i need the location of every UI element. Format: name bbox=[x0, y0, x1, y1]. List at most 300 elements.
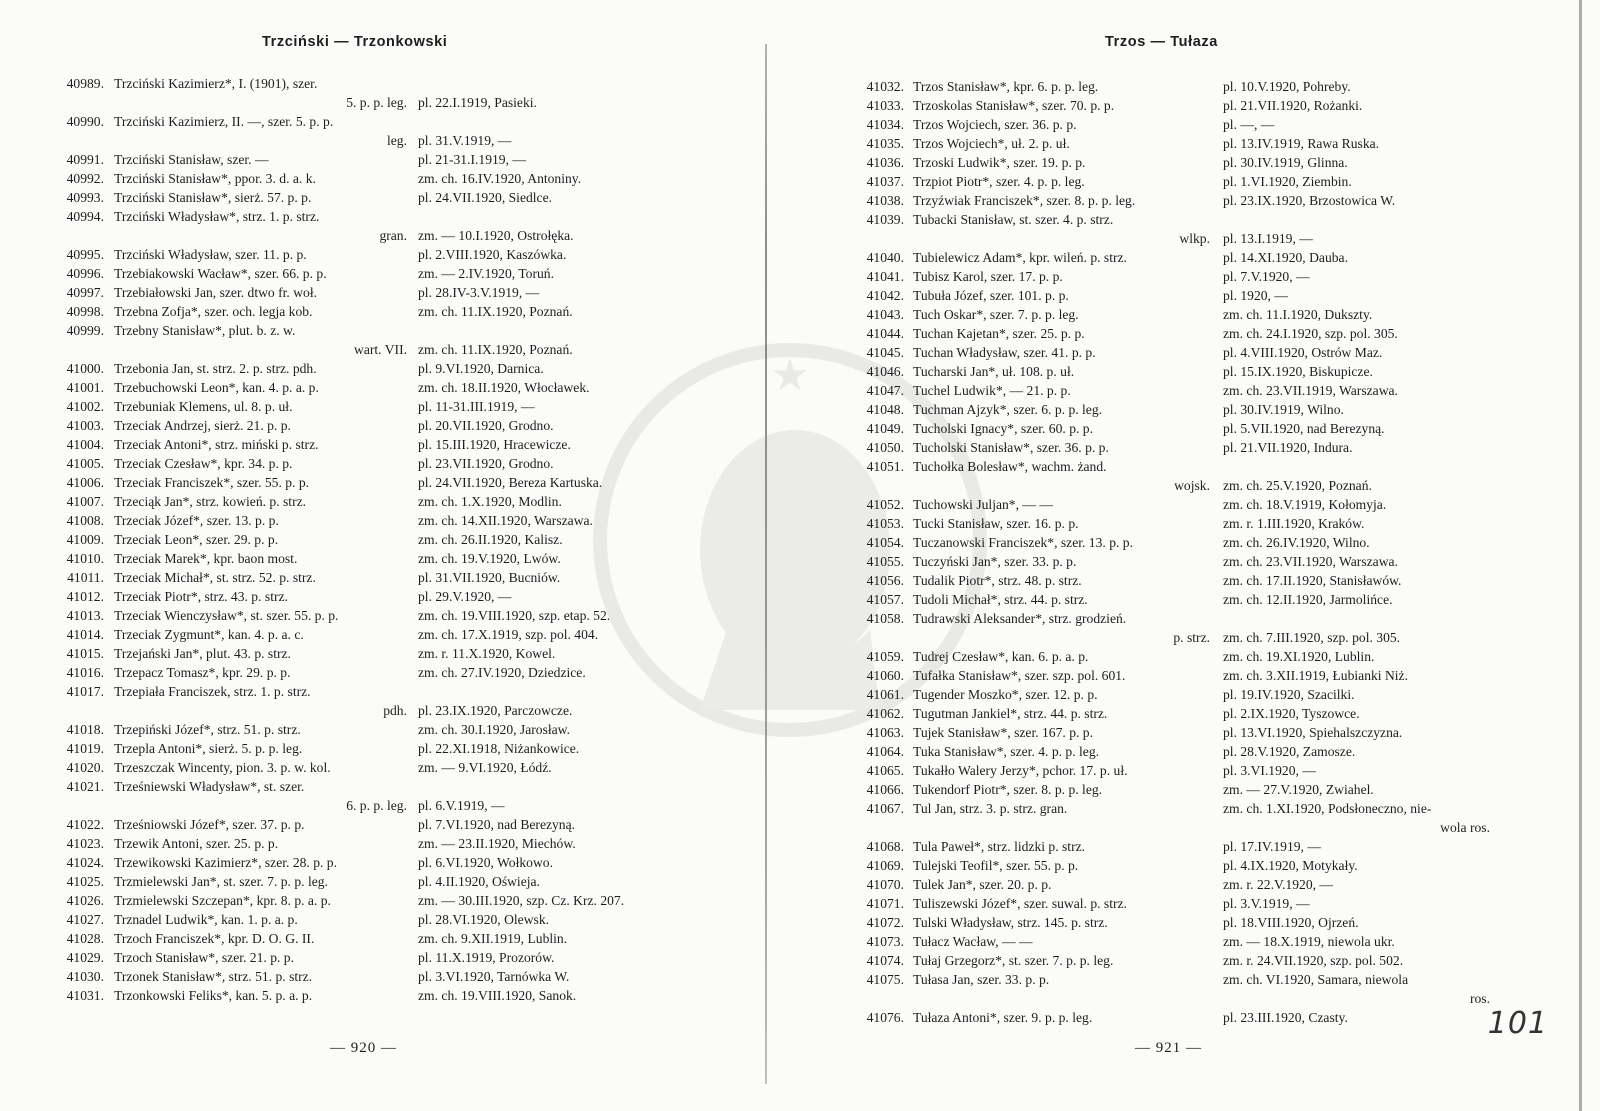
entry-number: 41030. bbox=[66, 969, 104, 984]
entry-text: Trzebuchowski Leon*, kan. 4. p. a. p. bbox=[114, 380, 319, 395]
entry-fate-continuation: zm. ch. 25.V.1920, Poznań. bbox=[1223, 478, 1372, 493]
list-entry bbox=[790, 799, 1600, 837]
list-entry bbox=[790, 723, 1600, 742]
entry-text: Trześniewski Władysław*, st. szer. bbox=[114, 779, 305, 794]
entry-number: 41024. bbox=[66, 855, 104, 870]
entry-fate-continuation: pl. 31.V.1919, — bbox=[418, 133, 512, 148]
entry-line bbox=[790, 96, 1600, 115]
entry-fate: zm. — 27.V.1920, Zwiahel. bbox=[1223, 782, 1374, 797]
entry-line bbox=[790, 210, 1600, 229]
list-entry bbox=[0, 530, 780, 549]
entry-fate: pl. 19.IV.1920, Szacilki. bbox=[1223, 687, 1355, 702]
list-entry bbox=[790, 666, 1600, 685]
list-entry bbox=[790, 742, 1600, 761]
entry-number: 41056. bbox=[866, 573, 904, 588]
entry-text: Tuczanowski Franciszek*, szer. 13. p. p. bbox=[913, 535, 1133, 550]
entry-fate: pl. 28.V.1920, Zamosze. bbox=[1223, 744, 1356, 759]
entry-number: 41045. bbox=[866, 345, 904, 360]
entry-fate: pl. 28.IV-3.V.1919, — bbox=[418, 285, 540, 300]
entry-number: 41050. bbox=[866, 440, 904, 455]
entry-text: Trzonkowski Feliks*, kan. 5. p. a. p. bbox=[114, 988, 313, 1003]
entry-fate: zm. ch. 3.XII.1919, Łubianki Niż. bbox=[1223, 668, 1408, 683]
entry-fate: zm. ch. VI.1920, Samara, niewola bbox=[1223, 972, 1409, 987]
entry-fate: zm. r. 1.III.1920, Kraków. bbox=[1223, 516, 1365, 531]
entry-number: 41060. bbox=[866, 668, 904, 683]
list-entry bbox=[0, 378, 780, 397]
entry-line bbox=[790, 457, 1600, 476]
list-entry bbox=[0, 397, 780, 416]
list-entry bbox=[0, 777, 780, 815]
entry-line bbox=[790, 552, 1600, 571]
list-entry bbox=[0, 74, 780, 112]
entry-line bbox=[0, 739, 780, 758]
entry-line bbox=[0, 815, 780, 834]
entry-number: 41065. bbox=[866, 763, 904, 778]
entry-fate: pl. 29.V.1920, — bbox=[418, 589, 512, 604]
list-entry bbox=[0, 188, 780, 207]
entry-line bbox=[790, 514, 1600, 533]
entry-fate: pl. 4.II.1920, Oświeja. bbox=[418, 874, 540, 889]
entry-line bbox=[790, 533, 1600, 552]
entry-line bbox=[0, 245, 780, 264]
entry-number: 41072. bbox=[866, 915, 904, 930]
list-entry bbox=[790, 115, 1600, 134]
entry-line bbox=[0, 169, 780, 188]
entry-text: Trzeciak Andrzej, sierż. 21. p. p. bbox=[114, 418, 291, 433]
entry-text-continuation: leg. bbox=[386, 133, 407, 148]
entry-line bbox=[0, 435, 780, 454]
entry-fate: pl. 6.VI.1920, Wołkowo. bbox=[418, 855, 553, 870]
entry-fate: zm. ch. 11.IX.1920, Poznań. bbox=[418, 304, 573, 319]
entry-fate-continuation: wola ros. bbox=[1440, 820, 1490, 835]
list-entry bbox=[0, 454, 780, 473]
entry-number: 40989. bbox=[66, 76, 104, 91]
entry-continuation-line bbox=[0, 131, 780, 150]
list-entry bbox=[0, 359, 780, 378]
entry-number: 40998. bbox=[66, 304, 104, 319]
list-entry bbox=[0, 587, 780, 606]
list-entry bbox=[790, 970, 1600, 1008]
entry-line bbox=[790, 666, 1600, 685]
entry-text: Trzmielewski Jan*, st. szer. 7. p. p. leg. bbox=[114, 874, 328, 889]
entry-fate: pl. 24.VII.1920, Siedlce. bbox=[418, 190, 553, 205]
entry-fate: zm. ch. 23.VII.1920, Warszawa. bbox=[1223, 554, 1398, 569]
entry-text: Trzonek Stanisław*, strz. 51. p. strz. bbox=[114, 969, 313, 984]
list-entry bbox=[790, 457, 1600, 495]
entry-text: Trzoskolas Stanisław*, szer. 70. p. p. bbox=[913, 98, 1115, 113]
entry-number: 40992. bbox=[66, 171, 104, 186]
entry-continuation-line bbox=[0, 796, 780, 815]
page-number: — 921 — bbox=[1135, 1040, 1202, 1056]
entry-number: 41003. bbox=[66, 418, 104, 433]
list-entry bbox=[790, 894, 1600, 913]
entry-fate-continuation: pl. 23.IX.1920, Parczowcze. bbox=[418, 703, 573, 718]
entry-line bbox=[0, 682, 780, 701]
entry-line bbox=[790, 837, 1600, 856]
entry-line bbox=[0, 264, 780, 283]
entry-number: 40990. bbox=[66, 114, 104, 129]
entry-text: Trzpiot Piotr*, szer. 4. p. p. leg. bbox=[913, 174, 1085, 189]
entry-number: 41068. bbox=[866, 839, 904, 854]
entry-fate: zm. — 30.III.1920, szp. Cz. Krz. 207. bbox=[418, 893, 625, 908]
entry-text: Trzepiński Józef*, strz. 51. p. strz. bbox=[114, 722, 301, 737]
entry-line bbox=[0, 758, 780, 777]
entry-fate: zm. ch. 27.IV.1920, Dziedzice. bbox=[418, 665, 586, 680]
entry-line bbox=[790, 77, 1600, 96]
entry-text: Tuchan Władysław, szer. 41. p. p. bbox=[913, 345, 1096, 360]
entry-fate-continuation: ros. bbox=[1469, 991, 1490, 1006]
entry-number: 41053. bbox=[866, 516, 904, 531]
entry-continuation-line bbox=[0, 226, 780, 245]
entry-text: Trzciński Kazimierz*, I. (1901), szer. bbox=[114, 76, 318, 91]
entry-fate: pl. 23.VII.1920, Grodno. bbox=[418, 456, 554, 471]
entry-text: Trzebny Stanisław*, plut. b. z. w. bbox=[114, 323, 296, 338]
list-entry bbox=[790, 590, 1600, 609]
entry-text: Tuchel Ludwik*, — 21. p. p. bbox=[913, 383, 1071, 398]
entry-fate: pl. 30.IV.1919, Wilno. bbox=[1223, 402, 1344, 417]
entry-line bbox=[0, 891, 780, 910]
entry-number: 41037. bbox=[866, 174, 904, 189]
entry-fate: pl. 18.VIII.1920, Ojrzeń. bbox=[1223, 915, 1359, 930]
entry-number: 41038. bbox=[866, 193, 904, 208]
entry-number: 41071. bbox=[866, 896, 904, 911]
entry-line bbox=[0, 530, 780, 549]
entry-line bbox=[790, 742, 1600, 761]
entry-continuation-line bbox=[790, 818, 1600, 837]
list-entry bbox=[790, 533, 1600, 552]
entry-fate: pl. 3.VI.1920, — bbox=[1223, 763, 1316, 778]
entry-line bbox=[0, 454, 780, 473]
entry-line bbox=[790, 894, 1600, 913]
entry-fate: zm. ch. 14.XII.1920, Warszawa. bbox=[418, 513, 593, 528]
svg-text:★: ★ bbox=[770, 350, 810, 401]
entry-text: Tudrawski Aleksander*, strz. grodzień. bbox=[913, 611, 1127, 626]
entry-fate: pl. 1.VI.1920, Ziembin. bbox=[1223, 174, 1352, 189]
entry-fate: pl. 13.IV.1919, Rawa Ruska. bbox=[1223, 136, 1380, 151]
list-entry bbox=[790, 343, 1600, 362]
entry-number: 41016. bbox=[66, 665, 104, 680]
entry-fate: pl. 21.VII.1920, Rożanki. bbox=[1223, 98, 1363, 113]
entry-fate: pl. 24.VII.1920, Bereza Kartuska. bbox=[418, 475, 603, 490]
entry-line bbox=[0, 625, 780, 644]
entry-fate: zm. — 23.II.1920, Miechów. bbox=[418, 836, 576, 851]
list-entry bbox=[0, 986, 780, 1005]
entry-text: Tuliszewski Józef*, szer. suwal. p. strz. bbox=[913, 896, 1127, 911]
entry-text: Tugutman Jankiel*, strz. 44. p. strz. bbox=[913, 706, 1108, 721]
entry-fate: zm. ch. 18.V.1919, Kołomyja. bbox=[1223, 497, 1387, 512]
entry-line bbox=[790, 875, 1600, 894]
list-entry bbox=[0, 891, 780, 910]
entry-number: 40999. bbox=[66, 323, 104, 338]
list-entry bbox=[0, 834, 780, 853]
list-entry bbox=[0, 416, 780, 435]
entry-fate: zm. ch. 1.XI.1920, Podsłoneczno, nie- bbox=[1223, 801, 1432, 816]
entry-line bbox=[0, 929, 780, 948]
entry-fate: zm. ch. 19.XI.1920, Lublin. bbox=[1223, 649, 1375, 664]
entry-line bbox=[790, 495, 1600, 514]
entry-line bbox=[790, 343, 1600, 362]
list-entry bbox=[0, 739, 780, 758]
entry-fate: pl. 7.V.1920, — bbox=[1223, 269, 1310, 284]
entry-fate: pl. 22.XI.1918, Niżankowice. bbox=[418, 741, 580, 756]
entry-text: Tulejski Teofil*, szer. 55. p. p. bbox=[913, 858, 1079, 873]
entry-text: Trzeciak Michał*, st. strz. 52. p. strz. bbox=[114, 570, 316, 585]
entry-line bbox=[790, 419, 1600, 438]
entry-text: Tubacki Stanisław, st. szer. 4. p. strz. bbox=[913, 212, 1114, 227]
entry-line bbox=[0, 777, 780, 796]
entry-number: 40991. bbox=[66, 152, 104, 167]
list-entry bbox=[0, 929, 780, 948]
list-entry bbox=[0, 150, 780, 169]
entry-number: 41075. bbox=[866, 972, 904, 987]
list-entry bbox=[0, 492, 780, 511]
entry-line bbox=[0, 834, 780, 853]
list-entry bbox=[790, 153, 1600, 172]
list-entry bbox=[0, 169, 780, 188]
entry-number: 41035. bbox=[866, 136, 904, 151]
entry-text: Trzos Wojciech, szer. 36. p. p. bbox=[913, 117, 1077, 132]
entry-fate-continuation: pl. 13.I.1919, — bbox=[1223, 231, 1313, 246]
list-entry bbox=[790, 1008, 1600, 1027]
entry-fate: pl. 4.VIII.1920, Ostrów Maz. bbox=[1223, 345, 1383, 360]
entry-text: Trzebiałowski Jan, szer. dtwo fr. woł. bbox=[114, 285, 318, 300]
entry-line bbox=[0, 872, 780, 891]
entry-fate: pl. 20.VII.1920, Grodno. bbox=[418, 418, 554, 433]
entry-number: 41028. bbox=[66, 931, 104, 946]
list-entry bbox=[790, 704, 1600, 723]
list-entry bbox=[0, 283, 780, 302]
right-page bbox=[790, 0, 1600, 1111]
list-entry bbox=[790, 856, 1600, 875]
entry-list bbox=[790, 77, 1600, 1027]
entry-line bbox=[790, 723, 1600, 742]
entry-text: Tukendorf Piotr*, szer. 8. p. p. leg. bbox=[913, 782, 1103, 797]
handwritten-note: 101 bbox=[1487, 1006, 1548, 1041]
entry-text: Trzeciak Antoni*, strz. miński p. strz. bbox=[114, 437, 319, 452]
entry-text: Tułacz Wacław, — — bbox=[913, 934, 1033, 949]
entry-text: Trzyźwiak Franciszek*, szer. 8. p. p. leg. bbox=[913, 193, 1136, 208]
entry-line bbox=[0, 492, 780, 511]
entry-text: Tucharski Jan*, uł. 108. p. uł. bbox=[913, 364, 1075, 379]
entry-fate: zm. ch. 19.VIII.1920, Sanok. bbox=[418, 988, 577, 1003]
list-entry bbox=[0, 948, 780, 967]
entry-text: Trzejański Jan*, plut. 43. p. strz. bbox=[114, 646, 291, 661]
entry-fate: zm. ch. 11.I.1920, Dukszty. bbox=[1223, 307, 1373, 322]
list-entry bbox=[0, 302, 780, 321]
entry-number: 41064. bbox=[866, 744, 904, 759]
entry-text: Tuchołka Bolesław*, wachm. żand. bbox=[913, 459, 1107, 474]
entry-number: 41029. bbox=[66, 950, 104, 965]
entry-fate: zm. ch. 19.VIII.1920, szp. etap. 52. bbox=[418, 608, 611, 623]
entry-fate: zm. ch. 19.V.1920, Lwów. bbox=[418, 551, 561, 566]
entry-fate: zm. ch. 26.IV.1920, Wilno. bbox=[1223, 535, 1370, 550]
entry-text: Tułasa Jan, szer. 33. p. p. bbox=[913, 972, 1050, 987]
list-entry bbox=[0, 511, 780, 530]
entry-text: Trzos Wojciech*, uł. 2. p. uł. bbox=[913, 136, 1070, 151]
entry-line bbox=[0, 568, 780, 587]
entry-number: 41012. bbox=[66, 589, 104, 604]
entry-fate: pl. 14.XI.1920, Dauba. bbox=[1223, 250, 1348, 265]
list-entry bbox=[790, 913, 1600, 932]
entry-line bbox=[0, 74, 780, 93]
entry-number: 41033. bbox=[866, 98, 904, 113]
entry-number: 41041. bbox=[866, 269, 904, 284]
entry-fate: pl. 2.IX.1920, Tyszowce. bbox=[1223, 706, 1360, 721]
gutter-divider bbox=[765, 44, 767, 1084]
entry-fate: zm. ch. 23.VII.1919, Warszawa. bbox=[1223, 383, 1398, 398]
entry-line bbox=[790, 324, 1600, 343]
entry-text: Tuczyński Jan*, szer. 33. p. p. bbox=[913, 554, 1077, 569]
entry-fate: zm. r. 11.X.1920, Kowel. bbox=[418, 646, 556, 661]
entry-line bbox=[0, 549, 780, 568]
entry-line bbox=[0, 606, 780, 625]
list-entry bbox=[0, 549, 780, 568]
list-entry bbox=[790, 780, 1600, 799]
entry-number: 41007. bbox=[66, 494, 104, 509]
entry-fate: pl. 13.VI.1920, Spiehalszczyzna. bbox=[1223, 725, 1403, 740]
entry-text: Trznadel Ludwik*, kan. 1. p. a. p. bbox=[114, 912, 298, 927]
entry-text: Trzeszczak Wincenty, pion. 3. p. w. kol. bbox=[114, 760, 331, 775]
entry-number: 41022. bbox=[66, 817, 104, 832]
entry-text: Tuchowski Juljan*, — — bbox=[913, 497, 1053, 512]
entry-text: Tubielewicz Adam*, kpr. wileń. p. strz. bbox=[913, 250, 1127, 265]
entry-fate: pl. 15.III.1920, Hracewicze. bbox=[418, 437, 571, 452]
entry-line bbox=[790, 400, 1600, 419]
entry-text-continuation: gran. bbox=[379, 228, 407, 243]
list-entry bbox=[0, 910, 780, 929]
entry-number: 41013. bbox=[66, 608, 104, 623]
entry-fate-continuation: zm. ch. 11.IX.1920, Poznań. bbox=[418, 342, 573, 357]
entry-number: 41043. bbox=[866, 307, 904, 322]
entry-line bbox=[790, 153, 1600, 172]
entry-line bbox=[790, 248, 1600, 267]
entry-number: 41057. bbox=[866, 592, 904, 607]
entry-text: Trzeciak Franciszek*, szer. 55. p. p. bbox=[114, 475, 310, 490]
list-entry bbox=[790, 77, 1600, 96]
entry-text: Trzciński Władysław, szer. 11. p. p. bbox=[114, 247, 307, 262]
list-entry bbox=[790, 609, 1600, 647]
entry-number: 41058. bbox=[866, 611, 904, 626]
entry-number: 41006. bbox=[66, 475, 104, 490]
entry-text: Trzeciak Józef*, szer. 13. p. p. bbox=[114, 513, 279, 528]
entry-number: 41008. bbox=[66, 513, 104, 528]
entry-fate: pl. 23.IX.1920, Brzostowica W. bbox=[1223, 193, 1396, 208]
list-entry bbox=[790, 514, 1600, 533]
entry-fate: zm. ch. 24.I.1920, szp. pol. 305. bbox=[1223, 326, 1398, 341]
entry-line bbox=[790, 267, 1600, 286]
entry-text-continuation: wlkp. bbox=[1179, 231, 1210, 246]
entry-line bbox=[790, 970, 1600, 989]
entry-fate: pl. 31.VII.1920, Bucniów. bbox=[418, 570, 561, 585]
entry-text: Trzewik Antoni, szer. 25. p. p. bbox=[114, 836, 279, 851]
entry-fate: zm. r. 22.V.1920, — bbox=[1223, 877, 1334, 892]
entry-text: Tukałło Walery Jerzy*, pchor. 17. p. uł. bbox=[913, 763, 1128, 778]
entry-text: Trzepacz Tomasz*, kpr. 29. p. p. bbox=[114, 665, 291, 680]
entry-fate-continuation: pl. 22.I.1919, Pasieki. bbox=[418, 95, 537, 110]
list-entry bbox=[790, 324, 1600, 343]
entry-number: 40997. bbox=[66, 285, 104, 300]
list-entry bbox=[790, 286, 1600, 305]
entry-fate: pl. 11.X.1919, Prozorów. bbox=[418, 950, 555, 965]
entry-number: 41039. bbox=[866, 212, 904, 227]
list-entry bbox=[790, 134, 1600, 153]
list-entry bbox=[0, 264, 780, 283]
list-entry bbox=[0, 606, 780, 625]
entry-fate: pl. 5.VII.1920, nad Berezyną. bbox=[1223, 421, 1385, 436]
entry-number: 41032. bbox=[866, 79, 904, 94]
entry-fate: pl. 3.VI.1920, Tarnówka W. bbox=[418, 969, 570, 984]
entry-text: Tufałka Stanisław*, szer. szp. pol. 601. bbox=[913, 668, 1126, 683]
entry-fate: zm. — 9.VI.1920, Łódź. bbox=[418, 760, 552, 775]
entry-number: 41069. bbox=[866, 858, 904, 873]
entry-fate: pl. 7.VI.1920, nad Berezyną. bbox=[418, 817, 576, 832]
entry-text: Tuchan Kajetan*, szer. 25. p. p. bbox=[913, 326, 1085, 341]
entry-line bbox=[0, 986, 780, 1005]
left-page bbox=[0, 0, 780, 1111]
page-number: — 920 — bbox=[330, 1040, 397, 1056]
entry-number: 41004. bbox=[66, 437, 104, 452]
entry-line bbox=[0, 720, 780, 739]
entry-line bbox=[790, 647, 1600, 666]
entry-fate: pl. 23.III.1920, Czasty. bbox=[1223, 1010, 1348, 1025]
entry-line bbox=[0, 416, 780, 435]
entry-line bbox=[0, 112, 780, 131]
entry-number: 41018. bbox=[66, 722, 104, 737]
entry-text: Trzewikowski Kazimierz*, szer. 28. p. p. bbox=[114, 855, 337, 870]
entry-line bbox=[790, 590, 1600, 609]
entry-text: Trzciński Kazimierz, II. —, szer. 5. p. p. bbox=[114, 114, 334, 129]
list-entry bbox=[0, 853, 780, 872]
entry-fate-continuation: pl. 6.V.1919, — bbox=[418, 798, 505, 813]
entry-number: 41036. bbox=[866, 155, 904, 170]
entry-text: Trzmielewski Szczepan*, kpr. 8. p. a. p. bbox=[114, 893, 331, 908]
entry-line bbox=[0, 321, 780, 340]
running-head: Trzciński — Trzonkowski bbox=[262, 34, 448, 50]
entry-number: 41014. bbox=[66, 627, 104, 642]
entry-number: 41051. bbox=[866, 459, 904, 474]
entry-number: 41001. bbox=[66, 380, 104, 395]
entry-fate: zm. r. 24.VII.1920, szp. pol. 502. bbox=[1223, 953, 1404, 968]
list-entry bbox=[0, 682, 780, 720]
list-entry bbox=[0, 625, 780, 644]
entry-text: Trzepiała Franciszek, strz. 1. p. strz. bbox=[114, 684, 311, 699]
entry-line bbox=[0, 910, 780, 929]
entry-line bbox=[0, 378, 780, 397]
entry-number: 41020. bbox=[66, 760, 104, 775]
entry-line bbox=[0, 150, 780, 169]
entry-number: 41044. bbox=[866, 326, 904, 341]
entry-fate: zm. ch. 12.II.1920, Jarmolińce. bbox=[1223, 592, 1393, 607]
entry-fate: pl. —, — bbox=[1223, 117, 1275, 132]
list-entry bbox=[0, 473, 780, 492]
list-entry bbox=[790, 305, 1600, 324]
entry-fate: pl. 9.VI.1920, Darnica. bbox=[418, 361, 544, 376]
entry-text-continuation: wart. VII. bbox=[354, 342, 407, 357]
list-entry bbox=[790, 419, 1600, 438]
entry-fate: zm. — 2.IV.1920, Toruń. bbox=[418, 266, 554, 281]
entry-line bbox=[790, 286, 1600, 305]
entry-number: 41025. bbox=[66, 874, 104, 889]
entry-number: 41019. bbox=[66, 741, 104, 756]
entry-line bbox=[0, 188, 780, 207]
entry-number: 41052. bbox=[866, 497, 904, 512]
entry-line bbox=[790, 1008, 1600, 1027]
entry-fate: pl. 4.IX.1920, Motykały. bbox=[1223, 858, 1358, 873]
entry-line bbox=[790, 609, 1600, 628]
entry-line bbox=[790, 362, 1600, 381]
entry-line bbox=[0, 853, 780, 872]
entry-text-continuation: wojsk. bbox=[1174, 478, 1210, 493]
